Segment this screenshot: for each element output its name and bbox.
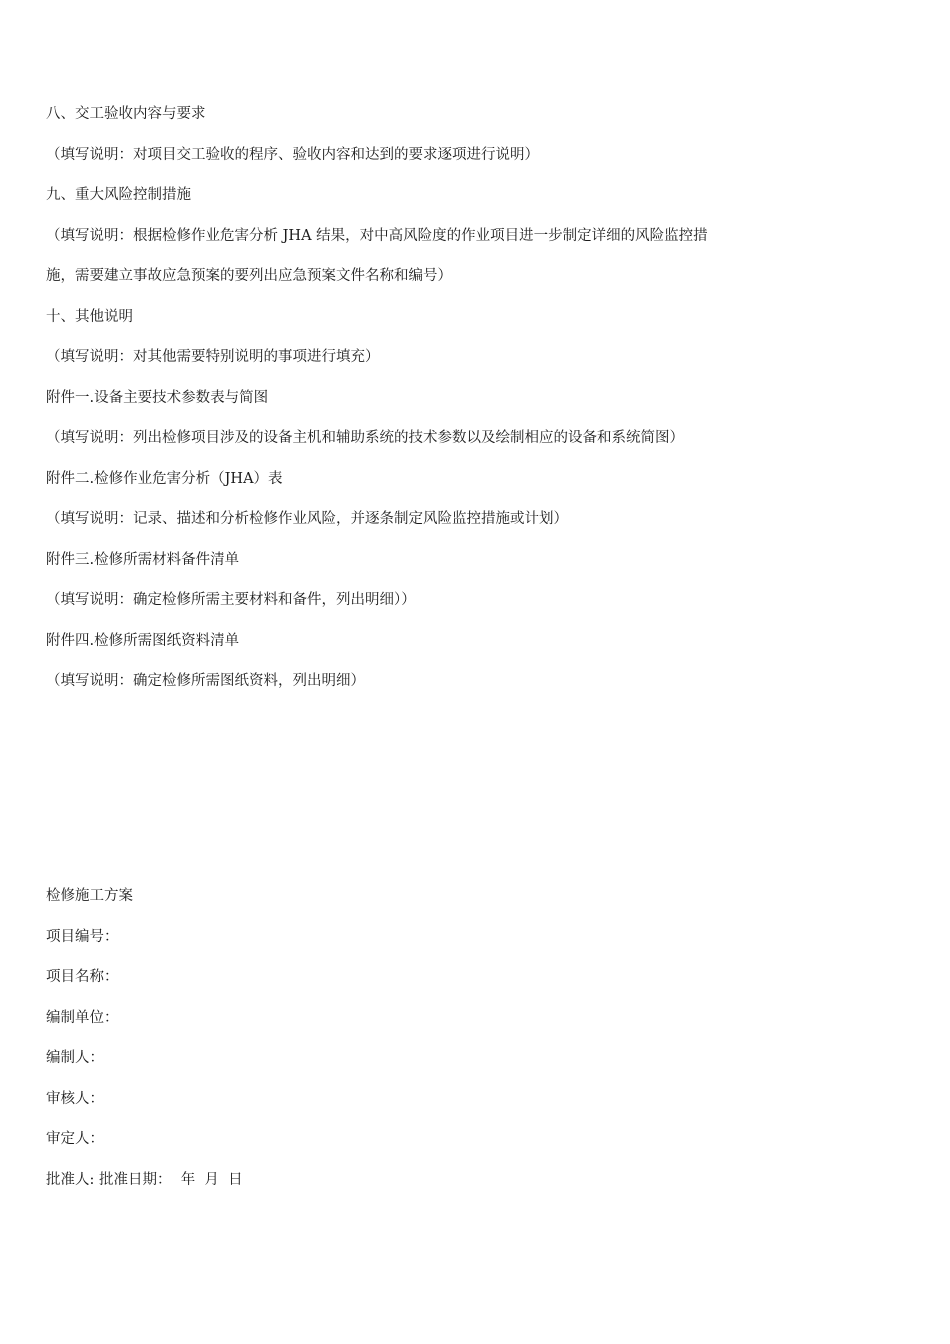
attachment-2-note: （填写说明：记录、描述和分析检修作业风险，并逐条制定风险监控措施或计划）: [46, 511, 568, 527]
compiling-unit-field: 编制单位：: [46, 1010, 119, 1026]
author-field: 编制人：: [46, 1050, 104, 1066]
attachment-3-title: 附件三.检修所需材料备件清单: [46, 552, 240, 568]
section-10-note: （填写说明：对其他需要特别说明的事项进行填充）: [46, 349, 380, 365]
section-9-note-line-1: （填写说明：根据检修作业危害分析 JHA 结果，对中高风险度的作业项目进一步制定详细的风险监控措: [46, 228, 708, 244]
approval-line: 批准人: 批准日期： 年 月 日: [46, 1172, 243, 1188]
project-name-field: 项目名称：: [46, 969, 119, 985]
attachment-3-note: （填写说明：确定检修所需主要材料和备件，列出明细））: [46, 592, 416, 608]
section-8-note: （填写说明：对项目交工验收的程序、验收内容和达到的要求逐项进行说明）: [46, 147, 539, 163]
reviewer-field: 审核人：: [46, 1091, 104, 1107]
section-10-title: 十、其他说明: [46, 309, 133, 325]
attachment-2-title: 附件二.检修作业危害分析（JHA）表: [46, 471, 283, 487]
attachment-4-title: 附件四.检修所需图纸资料清单: [46, 633, 240, 649]
project-number-field: 项目编号：: [46, 929, 119, 945]
verifier-field: 审定人：: [46, 1131, 104, 1147]
attachment-1-title: 附件一.设备主要技术参数表与简图: [46, 390, 269, 406]
section-8-title: 八、交工验收内容与要求: [46, 106, 206, 122]
attachment-4-note: （填写说明：确定检修所需图纸资料，列出明细）: [46, 673, 365, 689]
cover-title: 检修施工方案: [46, 888, 133, 904]
section-9-title: 九、重大风险控制措施: [46, 187, 191, 203]
attachment-1-note: （填写说明：列出检修项目涉及的设备主机和辅助系统的技术参数以及绘制相应的设备和系统简图）: [46, 430, 684, 446]
section-9-note-line-2: 施，需要建立事故应急预案的要列出应急预案文件名称和编号）: [46, 268, 452, 284]
